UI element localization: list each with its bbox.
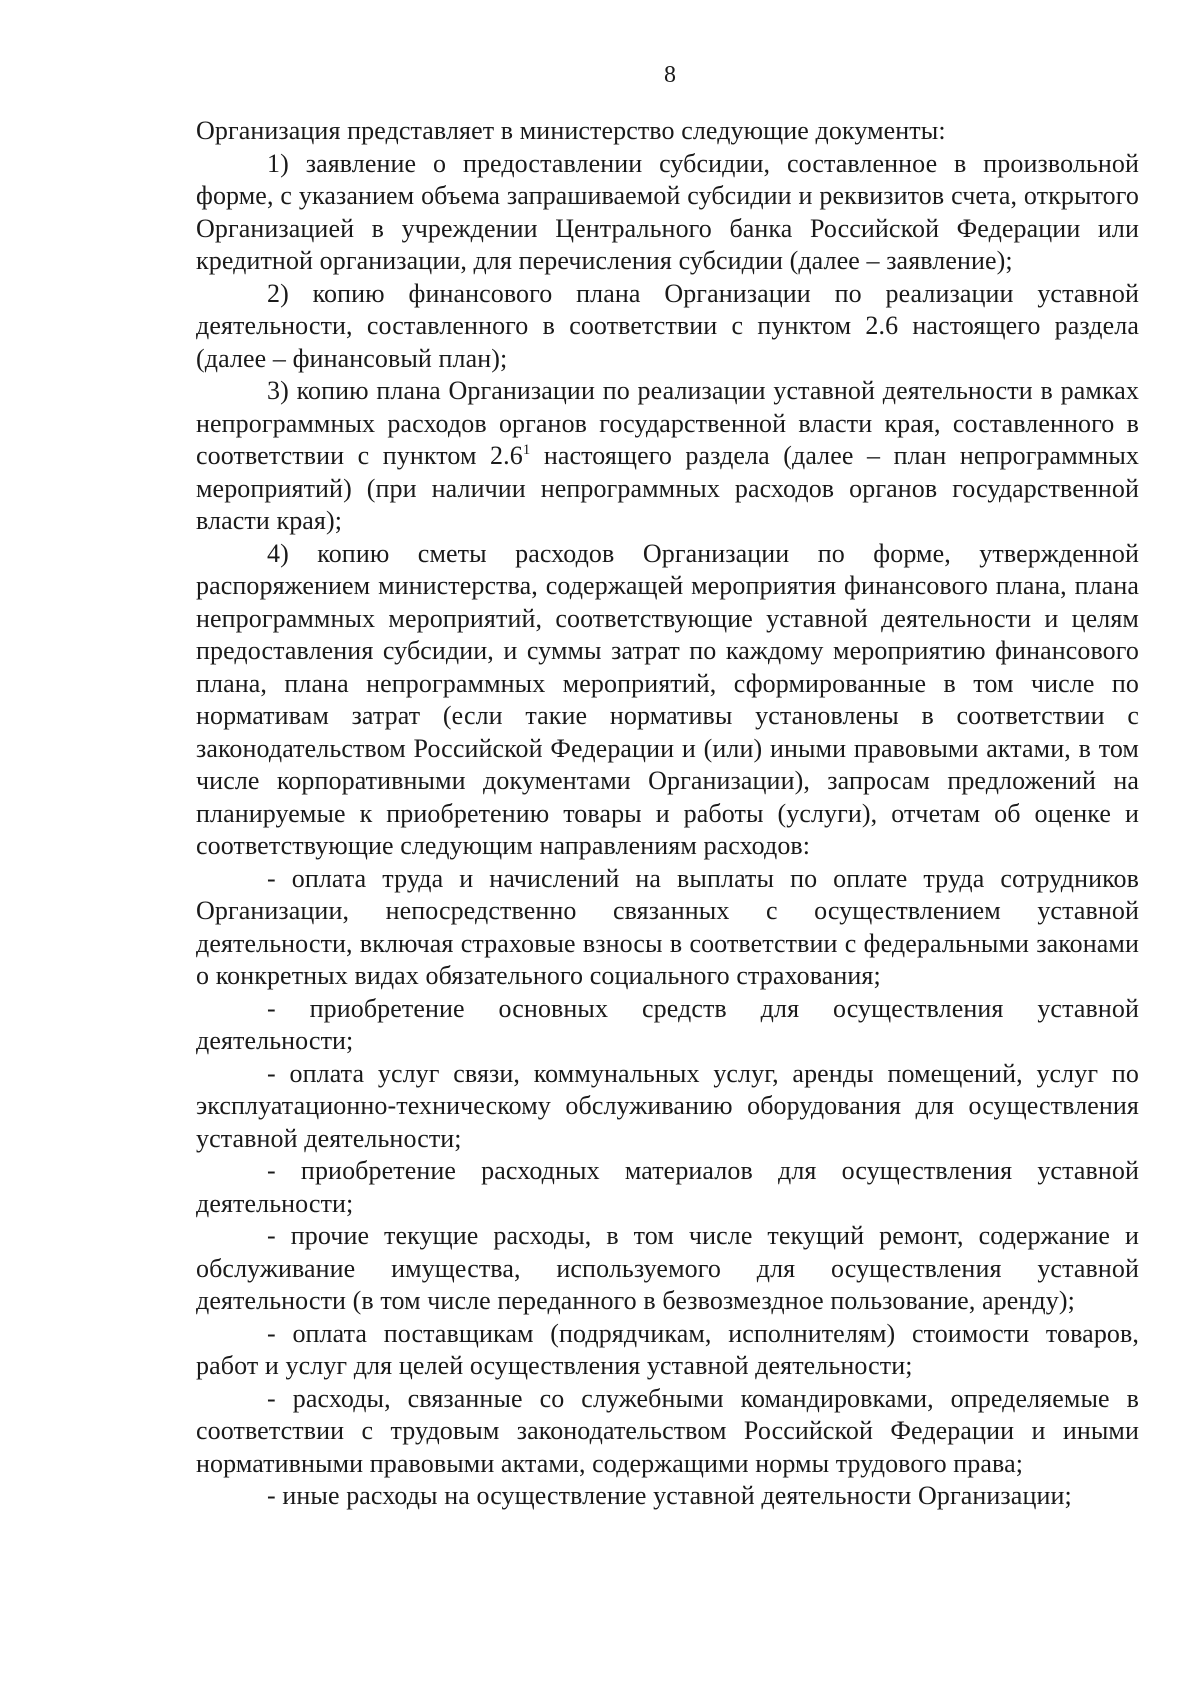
document-body <box>196 115 1139 1513</box>
expense-item-current-costs: - прочие текущие расходы, в том числе текущий ремонт, содержание и обслуживание имущества, используемого для осуществления уставной деятельности (в том числе переданного в безвозмездное пользование, аренду); <box>196 1221 1139 1315</box>
list-item-3-text-after: настоящего раздела (далее – план непрограммных мероприятий) (при наличии непрограммных расходов органов государственной власти края); <box>196 441 1139 535</box>
list-item-3-text-before: 3) копию плана Организации по реализации уставной деятельности в рамках непрограммных расходов органов государственной власти края, составленного в соответствии с пунктом 2.6 <box>196 376 1139 470</box>
expense-item-business-trips: - расходы, связанные со служебными командировками, определяемые в соответствии с трудовым законодательством Российской Федерации и иными нормативными правовыми актами, содержащими нормы трудового права; <box>196 1383 1139 1478</box>
expense-item-suppliers: - оплата поставщикам (подрядчикам, исполнителям) стоимости товаров, работ и услуг для целей осуществления уставной деятельности; <box>196 1318 1139 1380</box>
list-item-2-financial-plan: 2) копию финансового плана Организации по реализации уставной деятельности, составленного в соответствии с пунктом 2.6 настоящего раздела (далее – финансовый план); <box>196 278 1139 373</box>
expense-item-salaries: - оплата труда и начислений на выплаты по оплате труда сотрудников Организации, непосредственно связанных с осуществлением уставной деятельности, включая страховые взносы в соответствии с федеральными законами о конкретных видах обязательного социального страхования; <box>196 863 1139 990</box>
expense-item-other: - иные расходы на осуществление уставной деятельности Организации; <box>267 1481 1072 1510</box>
list-item-4-cost-estimate: 4) копию сметы расходов Организации по форме, утвержденной распоряжением министерства, содержащей мероприятия финансового плана, плана непрограммных мероприятий, соответствующие уставной деятельности и целям предоставления субсидии, и суммы затрат по каждому мероприятию финансового плана, плана непрограммных мероприятий, сформированные в том числе по нормативам затрат (если такие нормативы установлены в соответствии с законодательством Российской Федерации и (или) иными правовыми актами, в том числе корпоративными документами Организации), запросам предложений на планируемые к приобретению товары и работы (услуги), отчетам об оценке и соответствующие следующим направлениям расходов: <box>196 538 1139 860</box>
superscript-marker: 1 <box>522 442 531 458</box>
expense-item-fixed-assets: - приобретение основных средств для осуществления уставной деятельности; <box>196 993 1139 1055</box>
list-item-3-non-program-plan <box>196 375 1139 538</box>
expense-item-consumables: - приобретение расходных материалов для осуществления уставной деятельности; <box>196 1156 1139 1218</box>
intro-paragraph: Организация представляет в министерство следующие документы: <box>196 116 946 145</box>
list-item-1-application: 1) заявление о предоставлении субсидии, составленное в произвольной форме, с указанием объема запрашиваемой субсидии и реквизитов счета, открытого Организацией в учреждении Центрального банка Российской Федерации или кредитной организации, для перечисления субсидии (далее – заявление); <box>196 148 1139 275</box>
expense-item-services: - оплата услуг связи, коммунальных услуг, аренды помещений, услуг по эксплуатационно-техническому обслуживанию оборудования для осуществления уставной деятельности; <box>196 1058 1139 1153</box>
page-number: 8 <box>664 62 676 88</box>
